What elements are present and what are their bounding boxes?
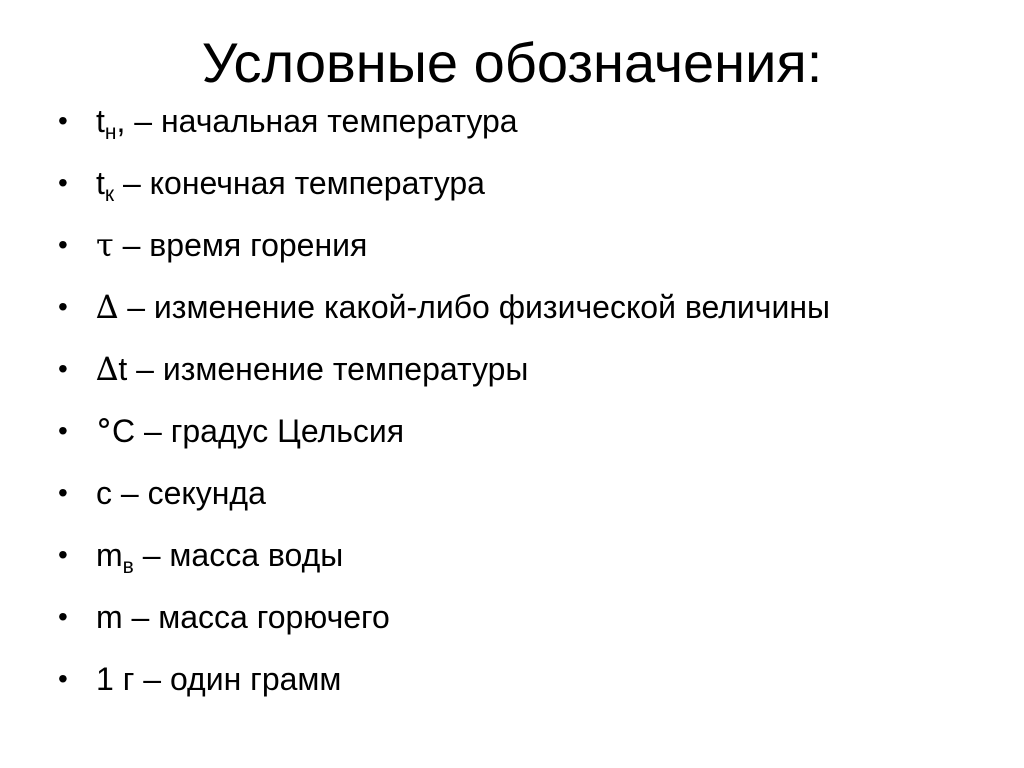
definition: – время горения [113, 227, 368, 263]
legend-item-initial-temperature [0, 100, 1024, 147]
legend-list [0, 100, 1024, 720]
symbol: ∆ [96, 288, 119, 326]
bullet-icon: • [58, 477, 68, 508]
symbol-subscript: в [122, 555, 134, 578]
definition: , – начальная температура [116, 103, 518, 139]
definition: – масса воды [133, 537, 344, 573]
definition: – конечная температура [114, 165, 485, 201]
definition: t – изменение температуры [118, 351, 529, 387]
legend-item-celsius [0, 410, 1024, 457]
definition: – изменение какой-либо физической величины [118, 289, 830, 325]
legend-item-burn-time [0, 224, 1024, 271]
slide-title: Условные обозначения: [201, 31, 823, 94]
symbol: t [96, 103, 105, 139]
symbol: с [96, 475, 112, 511]
definition: – масса горючего [122, 599, 390, 635]
bullet-icon: • [58, 229, 68, 260]
bullet-icon: • [58, 105, 68, 136]
symbol: ∆ [96, 350, 119, 388]
bullet-icon: • [58, 601, 68, 632]
bullet-icon: • [58, 291, 68, 322]
symbol: m [96, 599, 123, 635]
symbol: t [96, 165, 105, 201]
legend-item-delta [0, 286, 1024, 333]
bullet-icon: • [58, 353, 68, 384]
legend-item-final-temperature [0, 162, 1024, 209]
symbol: ° [96, 412, 112, 450]
symbol-subscript: к [104, 183, 115, 206]
definition: – секунда [112, 475, 266, 511]
definition: С – градус Цельсия [112, 413, 405, 449]
symbol: m [96, 537, 123, 573]
bullet-icon: • [58, 167, 68, 198]
symbol: τ [96, 226, 114, 264]
legend-item-fuel-mass [0, 596, 1024, 643]
legend-item-temperature-change [0, 348, 1024, 395]
bullet-icon: • [58, 415, 68, 446]
legend-item-gram [0, 658, 1024, 705]
symbol: 1 г [96, 661, 135, 697]
symbol-subscript: н [104, 121, 117, 144]
legend-item-second [0, 472, 1024, 519]
bullet-icon: • [58, 539, 68, 570]
bullet-icon: • [58, 663, 68, 694]
legend-item-water-mass [0, 534, 1024, 581]
definition: – один грамм [134, 661, 342, 697]
